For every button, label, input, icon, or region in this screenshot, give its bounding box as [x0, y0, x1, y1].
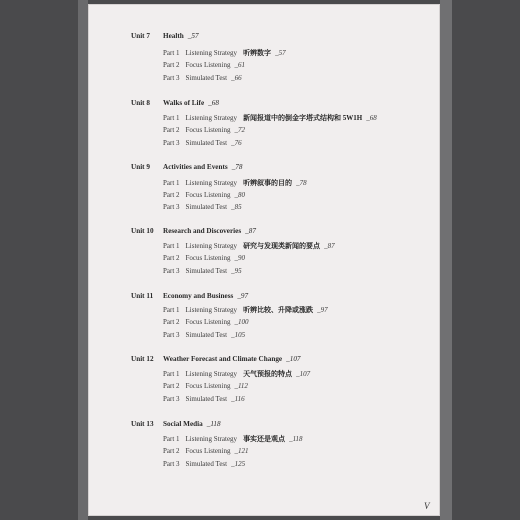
toc-unit-12 [131, 355, 301, 363]
toc-part: Part 1 Listening Strategy 听辨比较、升降或涨跌_ 97 [163, 305, 328, 315]
toc-part: Part 1 Listening Strategy 新闻报道中的倒金字塔式结构和 5W1H_ 68 [163, 113, 377, 123]
strategy-cn: 听辨叙事的目的 [243, 179, 293, 187]
toc-part: Part 2 Focus Listening_ 112 [163, 382, 248, 390]
toc-part: Part 2 Focus Listening_ 100 [163, 318, 248, 326]
unit-page: _ 78 [232, 163, 243, 171]
toc-part: Part 3 Simulated Test_ 105 [163, 331, 245, 339]
toc-unit-10 [131, 227, 256, 235]
unit-title: Health [163, 32, 184, 40]
page-edge [440, 0, 452, 520]
unit-number: Unit 10 [131, 227, 154, 235]
unit-page: _ 118 [207, 420, 221, 428]
strategy-cn: 事实还是观点 [243, 435, 286, 443]
toc-part: Part 2 Focus Listening_ 90 [163, 254, 245, 262]
toc-part: Part 1 Listening Strategy 事实还是观点_ 118 [163, 434, 303, 444]
toc-part: Part 3 Simulated Test_ 125 [163, 460, 245, 468]
toc-part: Part 3 Simulated Test_ 116 [163, 395, 245, 403]
unit-page: _ 57 [188, 32, 199, 40]
toc-part: Part 2 Focus Listening_ 72 [163, 126, 245, 134]
unit-number: Unit 11 [131, 292, 154, 300]
unit-number: Unit 8 [131, 99, 150, 107]
toc-part: Part 3 Simulated Test_ 66 [163, 74, 242, 82]
toc-unit-8 [131, 99, 219, 107]
strategy-cn: 研究与发现类新闻的要点 [243, 242, 321, 250]
toc-part: Part 3 Simulated Test_ 85 [163, 203, 242, 211]
unit-number: Unit 13 [131, 420, 154, 428]
unit-title: Social Media [163, 420, 203, 428]
unit-number: Unit 7 [131, 32, 150, 40]
unit-page: _ 97 [237, 292, 248, 300]
strategy-cn: 天气预报的特点 [243, 370, 293, 378]
unit-page: _ 68 [208, 99, 219, 107]
unit-title: Weather Forecast and Climate Change [163, 355, 283, 363]
unit-page: _ 87 [245, 227, 256, 235]
toc-part: Part 2 Focus Listening_ 80 [163, 191, 245, 199]
toc-part: Part 1 Listening Strategy 天气预报的特点_ 107 [163, 369, 310, 379]
unit-number: Unit 9 [131, 163, 150, 171]
toc-part: Part 1 Listening Strategy 听辨数字_ 57 [163, 48, 286, 58]
unit-title: Research and Discoveries [163, 227, 242, 235]
strategy-cn: 听辨数字 [243, 49, 272, 57]
unit-title: Walks of Life [163, 99, 205, 107]
toc-unit-11 [131, 292, 248, 300]
toc-part: Part 2 Focus Listening_ 121 [163, 447, 248, 455]
toc-part: Part 1 Listening Strategy 听辨叙事的目的_ 78 [163, 178, 307, 188]
toc-part: Part 2 Focus Listening_ 61 [163, 61, 245, 69]
toc-unit-9 [131, 163, 242, 171]
toc-unit-13 [131, 420, 221, 428]
unit-title: Economy and Business [163, 292, 234, 300]
unit-title: Activities and Events [163, 163, 228, 171]
toc-part: Part 3 Simulated Test_ 76 [163, 139, 242, 147]
page-folio: V [424, 501, 430, 511]
unit-number: Unit 12 [131, 355, 154, 363]
toc-part: Part 1 Listening Strategy 研究与发现类新闻的要点_ 87 [163, 241, 335, 251]
toc-unit-7 [131, 32, 199, 40]
strategy-cn: 新闻报道中的倒金字塔式结构和 5W1H [243, 114, 363, 122]
book-spine-shadow [78, 0, 88, 520]
strategy-cn: 听辨比较、升降或涨跌 [243, 306, 314, 314]
toc-part: Part 3 Simulated Test_ 95 [163, 267, 242, 275]
unit-page: _ 107 [286, 355, 300, 363]
